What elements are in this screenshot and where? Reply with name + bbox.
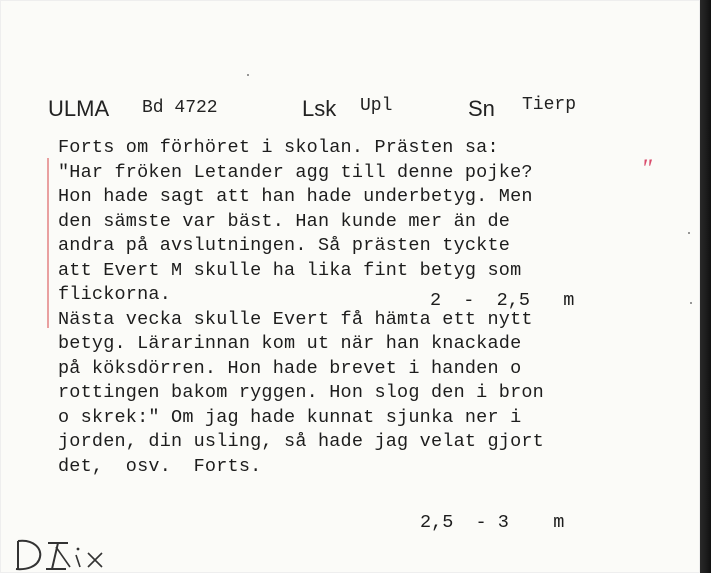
- landskap-label: Lsk: [302, 96, 337, 121]
- text-line: andra på avslutningen. Så prästen tyckte: [58, 235, 511, 256]
- text-line: betyg. Lärarinnan kom ut när han knackade: [58, 333, 522, 354]
- archive-name: ULMA: [48, 96, 110, 121]
- text-line: Hon hade sagt att han hade underbetyg. Men: [58, 186, 533, 207]
- signature-letter-small-i: [76, 555, 80, 567]
- text-line: rottingen bakom ryggen. Hon slog den i bron: [58, 382, 544, 403]
- accession-number: Bd 4722: [142, 98, 218, 118]
- text-line: Forts om förhöret i skolan. Prästen sa:: [58, 137, 499, 158]
- paper-speck: [247, 74, 249, 76]
- paper-speck: [690, 302, 692, 304]
- signature-letter-d: [16, 541, 40, 569]
- text-line: det, osv. Forts.: [58, 455, 262, 477]
- landskap-value: Upl: [360, 96, 393, 116]
- text-line: att Evert M skulle ha lika fint betyg som: [58, 259, 522, 281]
- handwritten-quote-mark: ": [641, 154, 652, 183]
- socken-value: Tierp: [522, 95, 577, 115]
- text-line: jorden, din usling, så hade jag velat gjort: [58, 431, 544, 452]
- signature-letter-i: [46, 543, 68, 569]
- depth-scale-1: 2 - 2,5 m: [430, 290, 575, 311]
- signature-dot: [77, 548, 80, 551]
- text-line: Nästa vecka skulle Evert få hämta ett nytt: [58, 308, 533, 330]
- red-margin-line: [47, 158, 49, 328]
- handwritten-signature: [12, 537, 132, 573]
- paper-speck: [688, 232, 690, 234]
- text-line: den sämste var bäst. Han kunde mer än de: [58, 210, 511, 232]
- signature-slash: [56, 547, 70, 567]
- text-line: "Har fröken Letander agg till denne pojke?: [58, 161, 533, 183]
- socken-label: Sn: [468, 96, 495, 121]
- signature-letter-x: [88, 553, 102, 567]
- text-line: på köksdörren. Hon hade brevet i handen o: [58, 357, 522, 379]
- text-line: o skrek:" Om jag hade kunnat sjunka ner i: [58, 406, 522, 428]
- scan-edge: [700, 0, 711, 573]
- depth-scale-2: 2,5 - 3 m: [420, 512, 565, 533]
- text-line: flickorna.: [58, 284, 172, 305]
